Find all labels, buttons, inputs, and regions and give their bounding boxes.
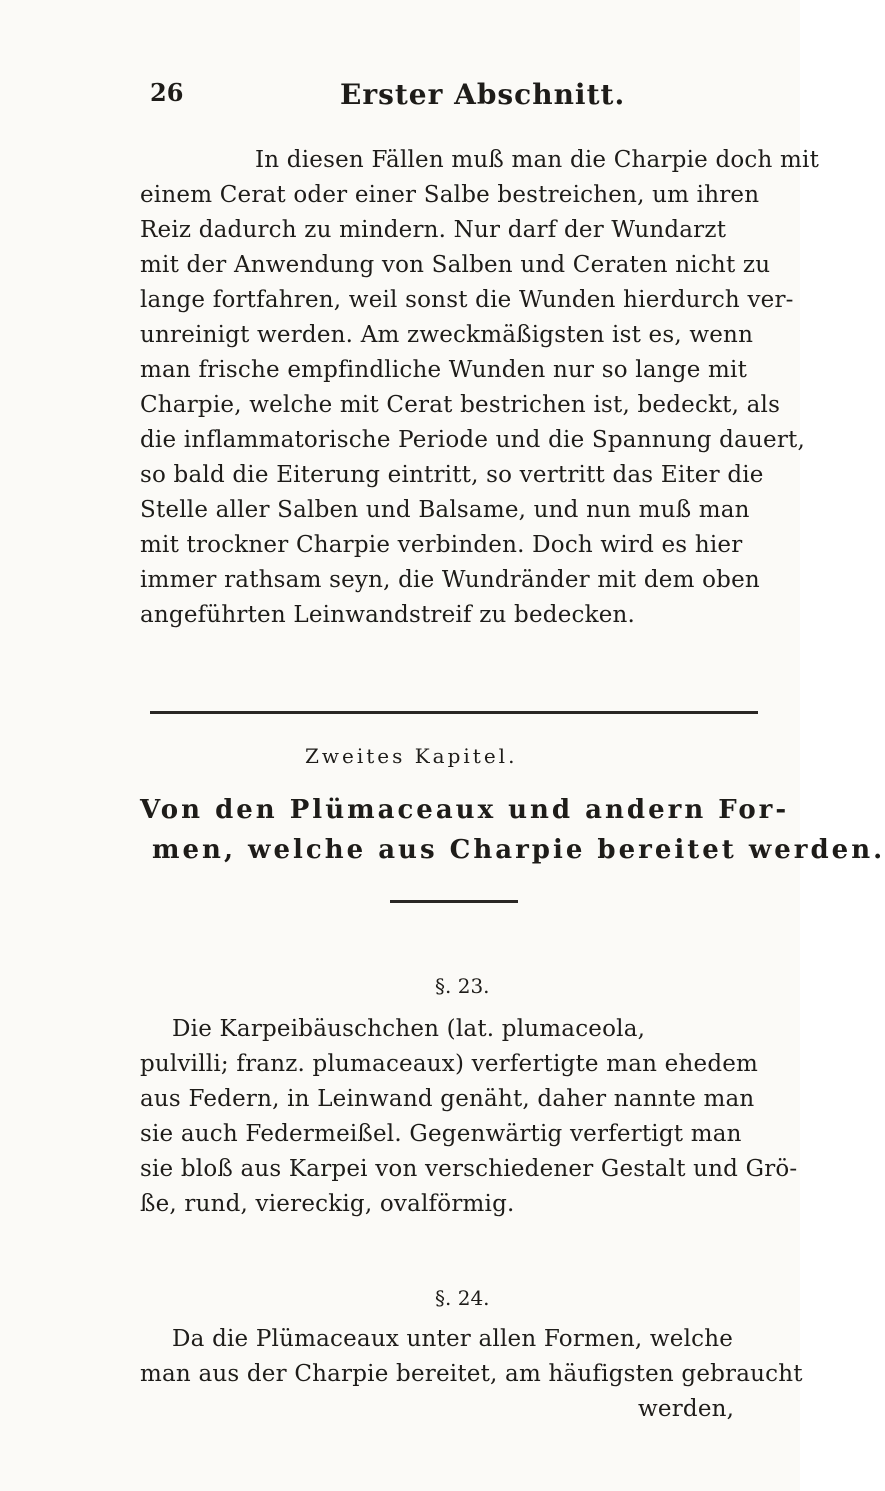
text-line: werden,: [638, 1396, 735, 1422]
text-line: angeführten Leinwandstreif zu bedecken.: [140, 602, 636, 628]
chapter-label: Zweites Kapitel.: [305, 744, 518, 768]
chapter-divider-rule: [150, 711, 758, 714]
chapter-title: [140, 790, 885, 870]
text-line: aus Federn, in Leinwand genäht, daher nannte man: [140, 1086, 755, 1112]
text-line: mit der Anwendung von Salben und Ceraten nicht zu: [140, 252, 771, 278]
text-line: Die Karpeibäuschchen (lat. plumaceola,: [172, 1016, 646, 1042]
paragraph-1: [140, 143, 820, 633]
text-line: man aus der Charpie bereitet, am häufigsten gebraucht: [140, 1361, 803, 1387]
text-line: Reiz dadurch zu mindern. Nur darf der Wundarzt: [140, 217, 727, 243]
text-line: pulvilli; franz. plumaceaux) verfertigte man ehedem: [140, 1051, 759, 1077]
section-24-body: [140, 1322, 803, 1427]
chapter-title-line: Von den Plümaceaux und andern For-: [140, 795, 790, 825]
text-line: die inflammatorische Periode und die Spannung dauert,: [140, 427, 805, 453]
section-heading: §. 24.: [435, 1286, 490, 1310]
text-line: so bald die Eiterung eintritt, so vertritt das Eiter die: [140, 462, 764, 488]
text-line: sie bloß aus Karpei von verschiedener Gestalt und Grö-: [140, 1156, 798, 1182]
text-line: mit trockner Charpie verbinden. Doch wird es hier: [140, 532, 743, 558]
text-line: Stelle aller Salben und Balsame, und nun muß man: [140, 497, 750, 523]
text-line: ße, rund, viereckig, ovalförmig.: [140, 1191, 515, 1217]
short-divider-rule: [390, 900, 518, 903]
text-line: immer rathsam seyn, die Wundränder mit dem oben: [140, 567, 760, 593]
text-line: lange fortfahren, weil sonst die Wunden hierdurch ver-: [140, 287, 794, 313]
section-23-body: [140, 1012, 798, 1222]
chapter-title-line: men, welche aus Charpie bereitet werden.: [152, 835, 885, 865]
text-line: sie auch Federmeißel. Gegenwärtig verfertigt man: [140, 1121, 742, 1147]
text-line: einem Cerat oder einer Salbe bestreichen, um ihren: [140, 182, 760, 208]
text-line: unreinigt werden. Am zweckmäßigsten ist es, wenn: [140, 322, 754, 348]
page-number: 26: [150, 78, 184, 107]
text-line: In diesen Fällen muß man die Charpie doch mit: [255, 147, 820, 173]
section-heading: §. 23.: [435, 974, 490, 998]
page-header: [150, 78, 710, 118]
text-line: Da die Plümaceaux unter allen Formen, welche: [172, 1326, 734, 1352]
running-head: Erster Abschnitt.: [340, 78, 626, 111]
text-line: man frische empfindliche Wunden nur so lange mit: [140, 357, 748, 383]
text-line: Charpie, welche mit Cerat bestrichen ist, bedeckt, als: [140, 392, 781, 418]
